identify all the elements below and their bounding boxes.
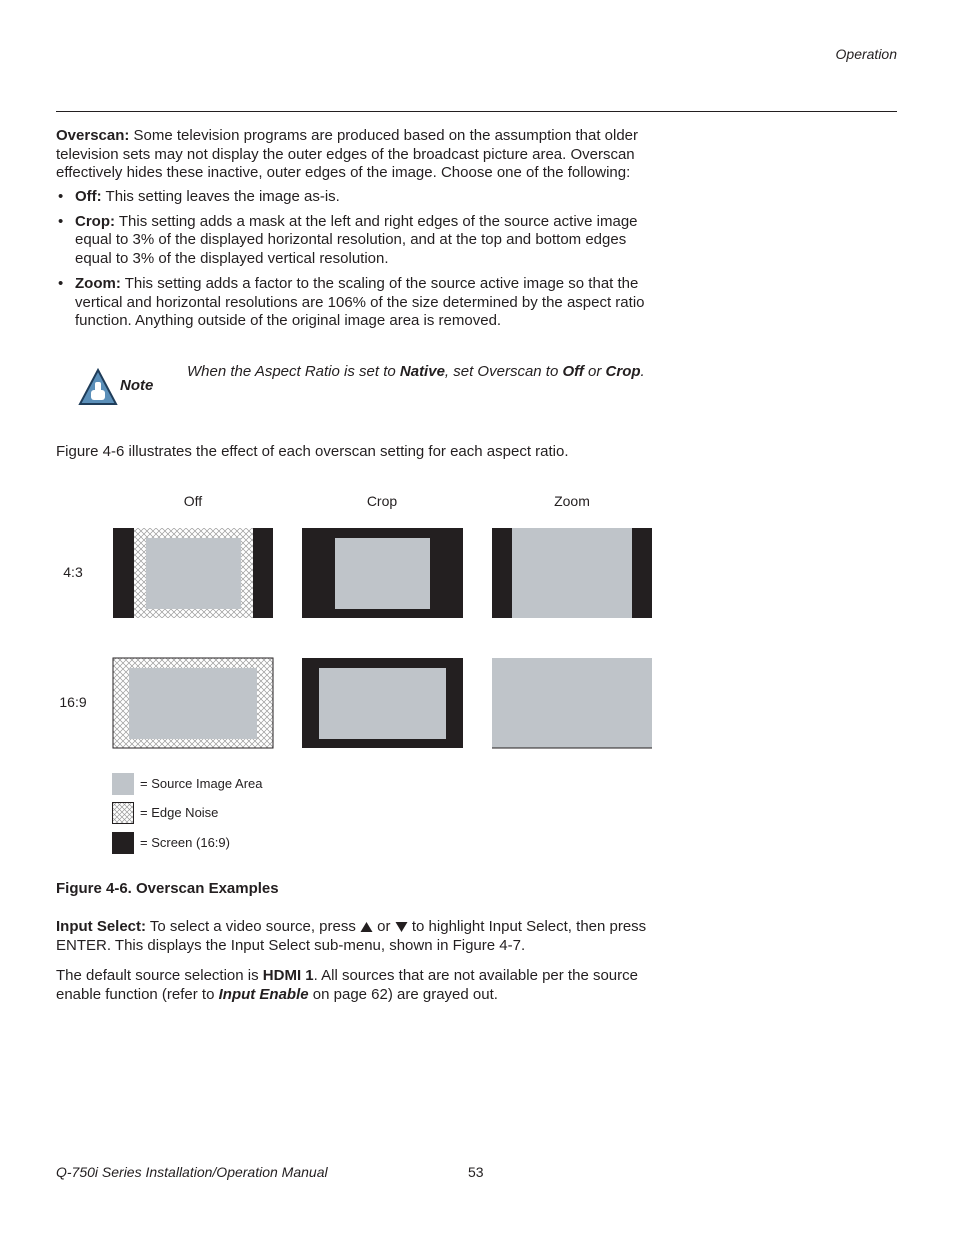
legend-swatch-screen [112, 832, 134, 854]
source-image-area [146, 538, 241, 609]
bullet-icon: • [58, 274, 64, 292]
input-enable-reference[interactable]: Input Enable [218, 985, 309, 1003]
row-label-4-3: 4:3 [63, 564, 83, 580]
column-label-crop: Crop [366, 493, 398, 509]
footer-manual-title: Q-750i Series Installation/Operation Manual [56, 1164, 328, 1180]
default-source-text: on page 62) are grayed out. [308, 985, 498, 1003]
bullet-label: Crop: [75, 212, 115, 230]
column-label-off: Off [183, 493, 203, 509]
note-label: Note [120, 377, 154, 394]
bullet-text: This setting adds a factor to the scaling of the source active image so that the vertical and horizontal resolutions are 106% of the size determined by the aspect ratio function. Anything outside of the original image area is removed. [75, 274, 645, 330]
legend-text: = Source Image Area [140, 776, 263, 791]
down-triangle-icon [395, 921, 408, 933]
input-select-text: to highlight Input Select, then press ENTER. This displays the Input Select sub-menu, shown in Figure 4-7. [56, 918, 647, 954]
bullet-text: This setting leaves the image as-is. [101, 188, 340, 205]
bullet-icon: • [58, 188, 64, 205]
legend-text: = Screen (16:9) [140, 835, 230, 850]
bullet-label: Zoom: [75, 274, 121, 292]
input-select-label: Input Select: [56, 918, 147, 935]
figure-intro: Figure 4-6 illustrates the effect of each overscan setting for each aspect ratio. [56, 443, 569, 460]
column-label-zoom: Zoom [554, 493, 590, 509]
legend-text: = Edge Noise [140, 805, 219, 820]
note-text-part: , set Overscan to [444, 363, 563, 380]
source-image-area [319, 668, 446, 739]
note-text-part: . [640, 363, 645, 380]
footer-page-number: 53 [468, 1164, 484, 1180]
input-select-paragraph [56, 918, 666, 955]
diagram-16-9-zoom [492, 658, 652, 748]
running-header: Operation [835, 46, 897, 62]
default-source-bold: HDMI 1 [262, 967, 314, 984]
figure-caption: Figure 4-6. Overscan Examples [56, 880, 279, 897]
note-bold: Crop [605, 363, 641, 380]
diagram-16-9-crop [302, 658, 463, 748]
overscan-label: Overscan: [56, 127, 130, 144]
diagram-4-3-crop [302, 528, 463, 618]
input-select-text: or [373, 918, 395, 935]
diagram-4-3-zoom [492, 528, 652, 618]
default-source-paragraph [56, 967, 666, 1004]
up-triangle-icon [360, 921, 373, 933]
legend-swatch-noise [112, 802, 134, 824]
source-image-area [512, 528, 632, 618]
input-select-text: To select a video source, press [146, 918, 361, 935]
bullet-label: Off: [75, 188, 102, 205]
source-image-area [335, 538, 430, 609]
source-image-area [129, 668, 257, 739]
note-bold: Native [399, 363, 445, 380]
source-image-area [492, 658, 652, 748]
default-source-text: . All sources that are not available per the source enable function (refer to [56, 967, 638, 1003]
default-source-text: The default source selection is [56, 967, 263, 984]
diagram-16-9-off [113, 658, 273, 748]
diagram-4-3-off [113, 528, 273, 618]
bullet-text: This setting adds a mask at the left and right edges of the source active image equal to 3% of the displayed horizontal resolution, and at the top and bottom edges equal to 3% of the displayed vertical resolution. [75, 212, 638, 268]
note-text-part: or [583, 363, 606, 380]
note-bold: Off [562, 363, 584, 380]
legend-swatch-source [112, 773, 134, 795]
row-label-16-9: 16:9 [59, 694, 87, 710]
note-text-part: When the Aspect Ratio is set to [187, 363, 400, 380]
overscan-text: Some television programs are produced based on the assumption that older television sets may not display the outer edges of the broadcast picture area. Overscan effectively hides these inactive, outer edges of the image. Choose one of the following: [56, 127, 639, 182]
bullet-icon: • [58, 212, 64, 230]
